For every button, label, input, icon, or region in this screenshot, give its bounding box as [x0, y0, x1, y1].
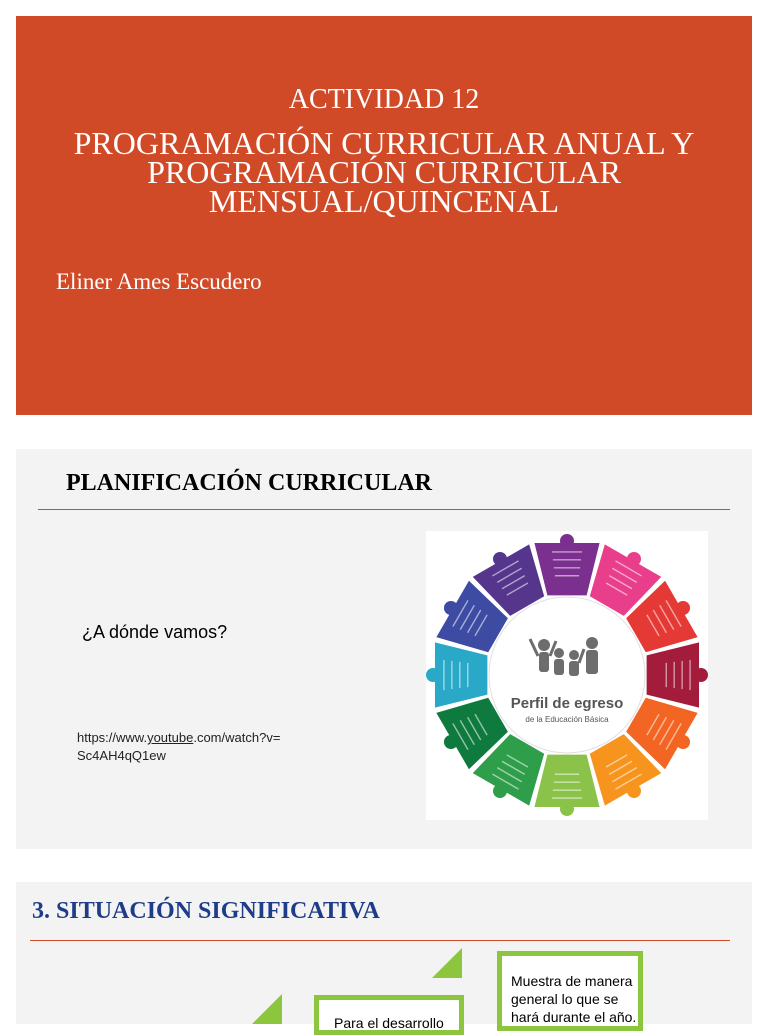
- puzzle-knob: [627, 552, 641, 566]
- title-divider: [38, 509, 730, 510]
- callout-box: Muestra de manera general lo que se hará durante el año.: [497, 951, 643, 1031]
- link-suffix[interactable]: .com/watch?v=Sc4AH4qQ1ew: [77, 730, 281, 763]
- heading-line: PROGRAMACIÓN CURRICULAR ANUAL Y: [73, 125, 695, 161]
- title-slide: [16, 16, 752, 415]
- planning-slide: [16, 449, 752, 849]
- link-domain[interactable]: youtube: [147, 730, 194, 745]
- puzzle-piece: [435, 642, 487, 707]
- puzzle-knob: [493, 552, 507, 566]
- callout-box: Para el desarrollo: [314, 995, 464, 1035]
- puzzle-knob: [560, 802, 574, 816]
- figure-title: Perfil de egreso: [510, 695, 624, 712]
- puzzle-knob: [426, 668, 440, 682]
- puzzle-knob: [676, 735, 690, 749]
- heading-line: MENSUAL/QUINCENAL: [208, 183, 560, 219]
- puzzle-piece: [647, 642, 699, 707]
- puzzle-knob: [627, 784, 641, 798]
- arrow-corner-icon: [252, 994, 282, 1024]
- title-divider: [30, 940, 730, 941]
- graduate-profile-figure: [426, 531, 708, 820]
- puzzle-knob: [444, 735, 458, 749]
- puzzle-knob: [560, 534, 574, 548]
- link-prefix[interactable]: https://www.: [77, 730, 148, 745]
- arrow-corner-icon: [432, 948, 462, 978]
- puzzle-knob: [444, 601, 458, 615]
- author-name: Eliner Ames Escudero: [56, 269, 262, 294]
- puzzle-knob: [676, 601, 690, 615]
- slide-title: 3. SITUACIÓN SIGNIFICATIVA: [32, 898, 380, 924]
- puzzle-knob: [694, 668, 708, 682]
- wheel-center: [489, 597, 645, 753]
- guiding-question: ¿A dónde vamos?: [82, 622, 228, 642]
- heading-line: PROGRAMACIÓN CURRICULAR: [147, 154, 621, 190]
- situation-slide: [16, 882, 752, 1031]
- figure-subtitle: de la Educación Básica: [525, 715, 609, 724]
- slide-title: PLANIFICACIÓN CURRICULAR: [66, 470, 433, 496]
- slide-heading: [34, 125, 734, 219]
- activity-number: ACTIVIDAD 12: [288, 84, 480, 115]
- video-link[interactable]: [77, 729, 287, 765]
- puzzle-piece: [534, 543, 599, 595]
- profile-wheel: [426, 531, 708, 820]
- puzzle-knob: [493, 784, 507, 798]
- puzzle-piece: [534, 755, 599, 807]
